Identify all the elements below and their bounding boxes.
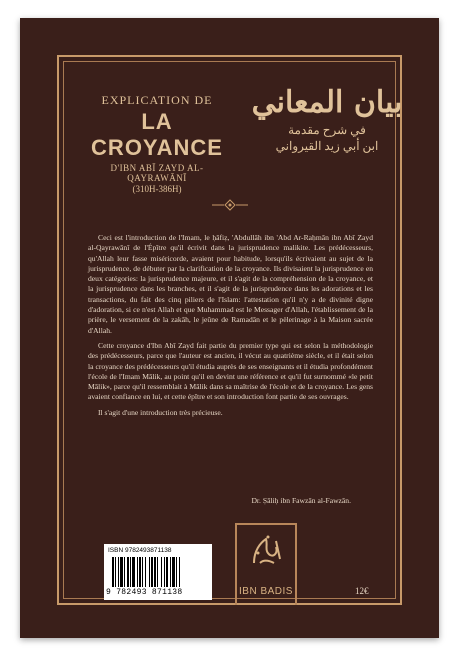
barcode-bar (172, 557, 175, 587)
arabic-title-block (242, 84, 412, 154)
blurb-paragraph-1: Ceci est l'introduction de l'Imam, le ḥāfiẓ, 'Abdullāh ibn 'Abd Ar-Raḥmān ibn Abī Zayd al-Qayrawānī de l'Épître qu'il écrivit dans la jurisprudence malikite. Les prédécesseurs, qu'Allah leur fasse miséricorde, avaient pour habitude, lorsqu'ils écrivaient au sujet de la jurisprudence, de débuter par la clarification de la croyance. Ils divisaient la jurisprudence en deux catégories: la jurisprudence majeure, et il s'agit de la compréhension de la croyance, et la jurisprudence dans les branches, et il s'agit de la jurisprudence dans les adorations et les transactions, du fait des cinq piliers de l'Islam: l'attestation qu'il n'y a de divinité digne d'adoration, si ce n'est Allah et que Muhammad est le Messager d'Allah, l'établissement de la prière, le versement de la zakāh, le jeûne de Ramadān et le pèlerinage à la Maison sacrée d'Allah. (88, 233, 373, 335)
publisher-logo (235, 523, 297, 605)
signature: Dr. Ṣāliḥ ibn Fawzān al-Fawzān. (251, 496, 351, 505)
price: 12€ (355, 586, 369, 596)
barcode-bar (164, 557, 165, 587)
title-author: D'IBN ABĪ ZAYD AL-QAYRAWĀNĪ (110, 163, 204, 183)
barcode-bar (115, 557, 116, 587)
french-title-block (82, 93, 232, 194)
blurb-paragraph-2: Cette croyance d'Ibn Abī Zayd fait partie du premier type qui est selon la méthodologie des prédécesseurs, parce que l'auteur est ancien, il vécut au quatrième siècle, et il était selon la croyance des prédécesseurs qu'il étudia auprès de ses enseignants et il étudia profondément l'école de l'Imam Mālik, au point qu'il en devint une référence et qu'il fut surnommé «le petit Mālik», parce qu'il ressemblait à Mālik dans sa maîtrise de l'école et de la croyance. Les gens avaient confiance en lui, et cette épître et son introduction font partie de ses ouvrages. (88, 340, 373, 402)
barcode-bar (151, 557, 153, 587)
barcode-bar (139, 557, 141, 587)
blurb-paragraph-3: Il s'agit d'une introduction très précieuse. (98, 407, 223, 417)
barcode-bar (124, 557, 125, 587)
barcode-bar (161, 557, 162, 587)
barcode-bar (142, 557, 143, 587)
arabic-title-line-2: في شرح مقدمة (288, 123, 366, 137)
barcode-bar (118, 557, 119, 587)
barcode-bar (120, 557, 123, 587)
barcode-bar (176, 557, 177, 587)
ornament-divider-icon (20, 198, 439, 216)
barcode-bar (170, 557, 171, 587)
barcode-bar (157, 557, 158, 587)
barcode-bars (112, 557, 204, 587)
barcode (104, 544, 212, 600)
isbn-label: ISBN 9782493871138 (108, 547, 172, 554)
barcode-bar (130, 557, 131, 587)
barcode-bar (149, 557, 150, 587)
blurb-text (88, 233, 373, 423)
title-main: LA CROYANCE (91, 109, 223, 160)
title-dates: (310H-386H) (132, 184, 182, 194)
barcode-bar (112, 557, 114, 587)
barcode-bar (166, 557, 168, 587)
arabic-title-line-3: ابن أبي زيد القيرواني (275, 139, 379, 153)
barcode-bar (127, 557, 129, 587)
isbn-digits: 9 782493 871138 (106, 588, 183, 597)
barcode-bar (154, 557, 156, 587)
barcode-bar (137, 557, 138, 587)
publisher-name: IBN BADIS (239, 586, 293, 597)
barcode-bar (145, 557, 146, 587)
barcode-bar (132, 557, 135, 587)
title-line-1: EXPLICATION DE (101, 93, 213, 107)
arabic-title-main: بيان المعاني (251, 85, 403, 120)
book-back-cover (20, 18, 439, 638)
calligraphy-logo-icon (237, 533, 295, 575)
barcode-bar (179, 557, 180, 587)
